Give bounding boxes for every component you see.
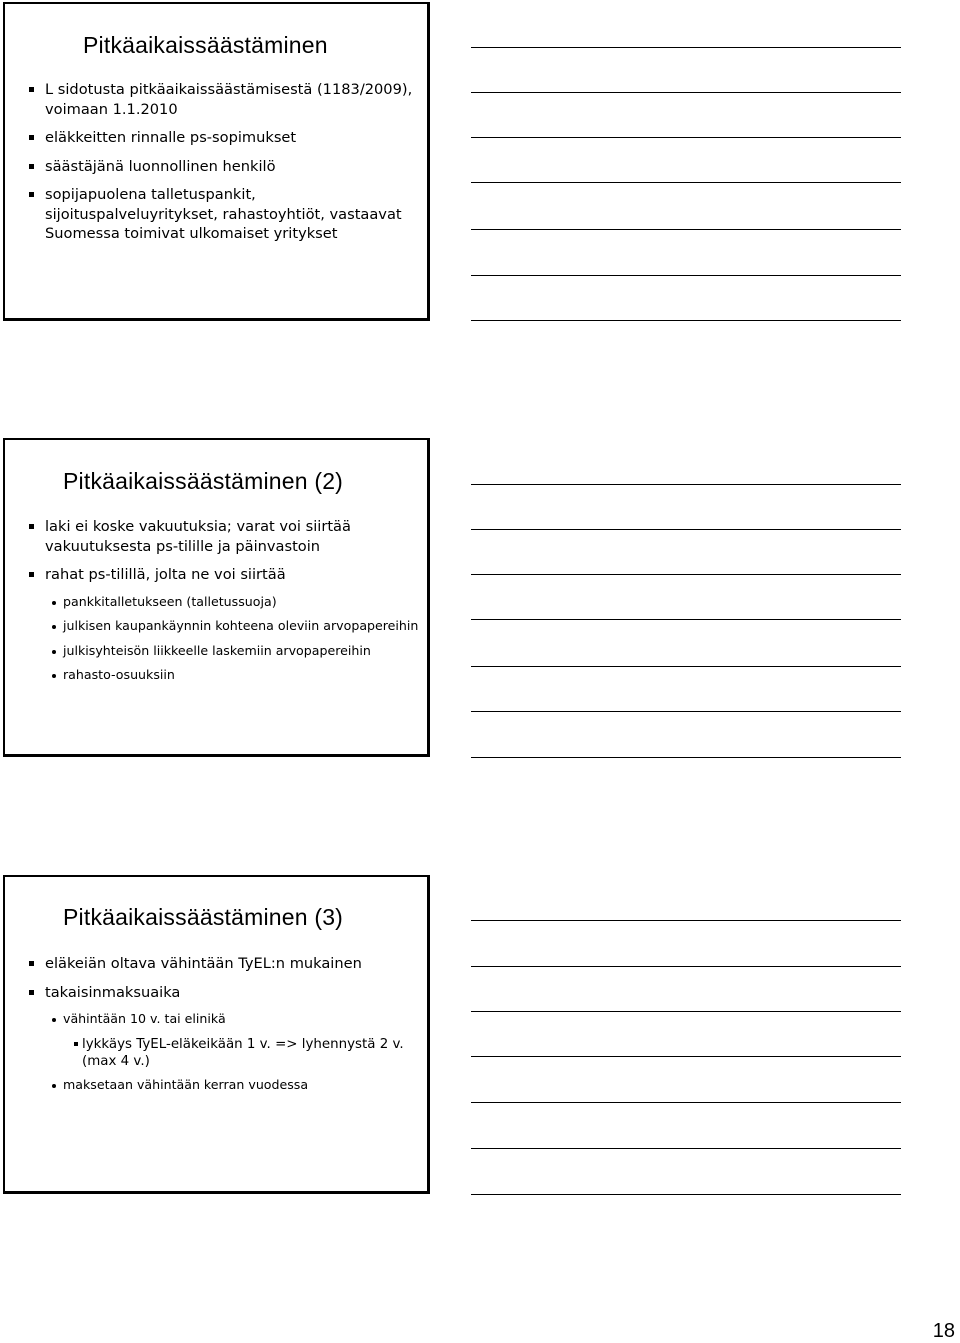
notes-line <box>471 1194 901 1195</box>
list-item: julkisyhteisön liikkeelle laskemiin arvopapereihin <box>5 643 419 660</box>
notes-line <box>471 711 901 712</box>
square-bullet-icon <box>29 164 34 169</box>
notes-line <box>471 757 901 758</box>
slide-1 <box>3 2 430 321</box>
list-item: säästäjänä luonnollinen henkilö <box>5 157 419 177</box>
notes-line <box>471 275 901 276</box>
square-bullet-icon <box>74 1042 78 1046</box>
square-bullet-icon <box>29 961 34 966</box>
list-item: L sidotusta pitkäaikaissäästämisestä (1183/2009), voimaan 1.1.2010 <box>5 80 419 119</box>
list-item: laki ei koske vakuutuksia; varat voi siirtää vakuutuksesta ps-tilille ja päinvastoin <box>5 517 419 556</box>
notes-line <box>471 1056 901 1057</box>
notes-line <box>471 229 901 230</box>
notes-line <box>471 92 901 93</box>
notes-line <box>471 920 901 921</box>
round-bullet-icon <box>52 1084 56 1088</box>
list-item: rahasto-osuuksiin <box>5 667 419 684</box>
notes-line <box>471 47 901 48</box>
list-item: vähintään 10 v. tai elinikä <box>5 1011 419 1028</box>
round-bullet-icon <box>52 650 56 654</box>
list-item: eläkkeitten rinnalle ps-sopimukset <box>5 128 419 148</box>
notes-line <box>471 574 901 575</box>
square-bullet-icon <box>29 135 34 140</box>
slide-title: Pitkäaikaissäästäminen (2) <box>63 468 344 494</box>
notes-line <box>471 619 901 620</box>
notes-line <box>471 484 901 485</box>
notes-line <box>471 1148 901 1149</box>
round-bullet-icon <box>52 674 56 678</box>
round-bullet-icon <box>52 625 56 629</box>
notes-line <box>471 137 901 138</box>
slide-2 <box>3 438 430 757</box>
notes-line <box>471 320 901 321</box>
bullet-list <box>5 954 419 1101</box>
slide-title: Pitkäaikaissäästäminen <box>83 32 328 58</box>
notes-line <box>471 666 901 667</box>
slide-title: Pitkäaikaissäästäminen (3) <box>63 904 344 930</box>
notes-line <box>471 182 901 183</box>
bullet-list <box>5 517 419 692</box>
bullet-list <box>5 80 419 253</box>
list-item: takaisinmaksuaika <box>5 983 419 1003</box>
round-bullet-icon <box>52 601 56 605</box>
notes-line <box>471 1102 901 1103</box>
notes-line <box>471 966 901 967</box>
square-bullet-icon <box>29 990 34 995</box>
notes-line <box>471 529 901 530</box>
list-item: pankkitalletukseen (talletussuoja) <box>5 594 419 611</box>
slide-3 <box>3 875 430 1194</box>
list-item: eläkeiän oltava vähintään TyEL:n mukainen <box>5 954 419 974</box>
list-item: sopijapuolena talletuspankit, sijoituspalveluyritykset, rahastoyhtiöt, vastaavat Suomessa toimivat ulkomaiset yritykset <box>5 185 419 244</box>
list-item: lykkäys TyEL-eläkeikään 1 v. => lyhennystä 2 v. (max 4 v.) <box>5 1036 419 1070</box>
list-item: maksetaan vähintään kerran vuodessa <box>5 1077 419 1094</box>
square-bullet-icon <box>29 87 34 92</box>
notes-line <box>471 1011 901 1012</box>
square-bullet-icon <box>29 524 34 529</box>
page-number: 18 <box>932 1320 955 1342</box>
square-bullet-icon <box>29 572 34 577</box>
round-bullet-icon <box>52 1018 56 1022</box>
square-bullet-icon <box>29 192 34 197</box>
list-item: rahat ps-tilillä, jolta ne voi siirtää <box>5 565 419 585</box>
list-item: julkisen kaupankäynnin kohteena oleviin arvopapereihin <box>5 618 419 635</box>
